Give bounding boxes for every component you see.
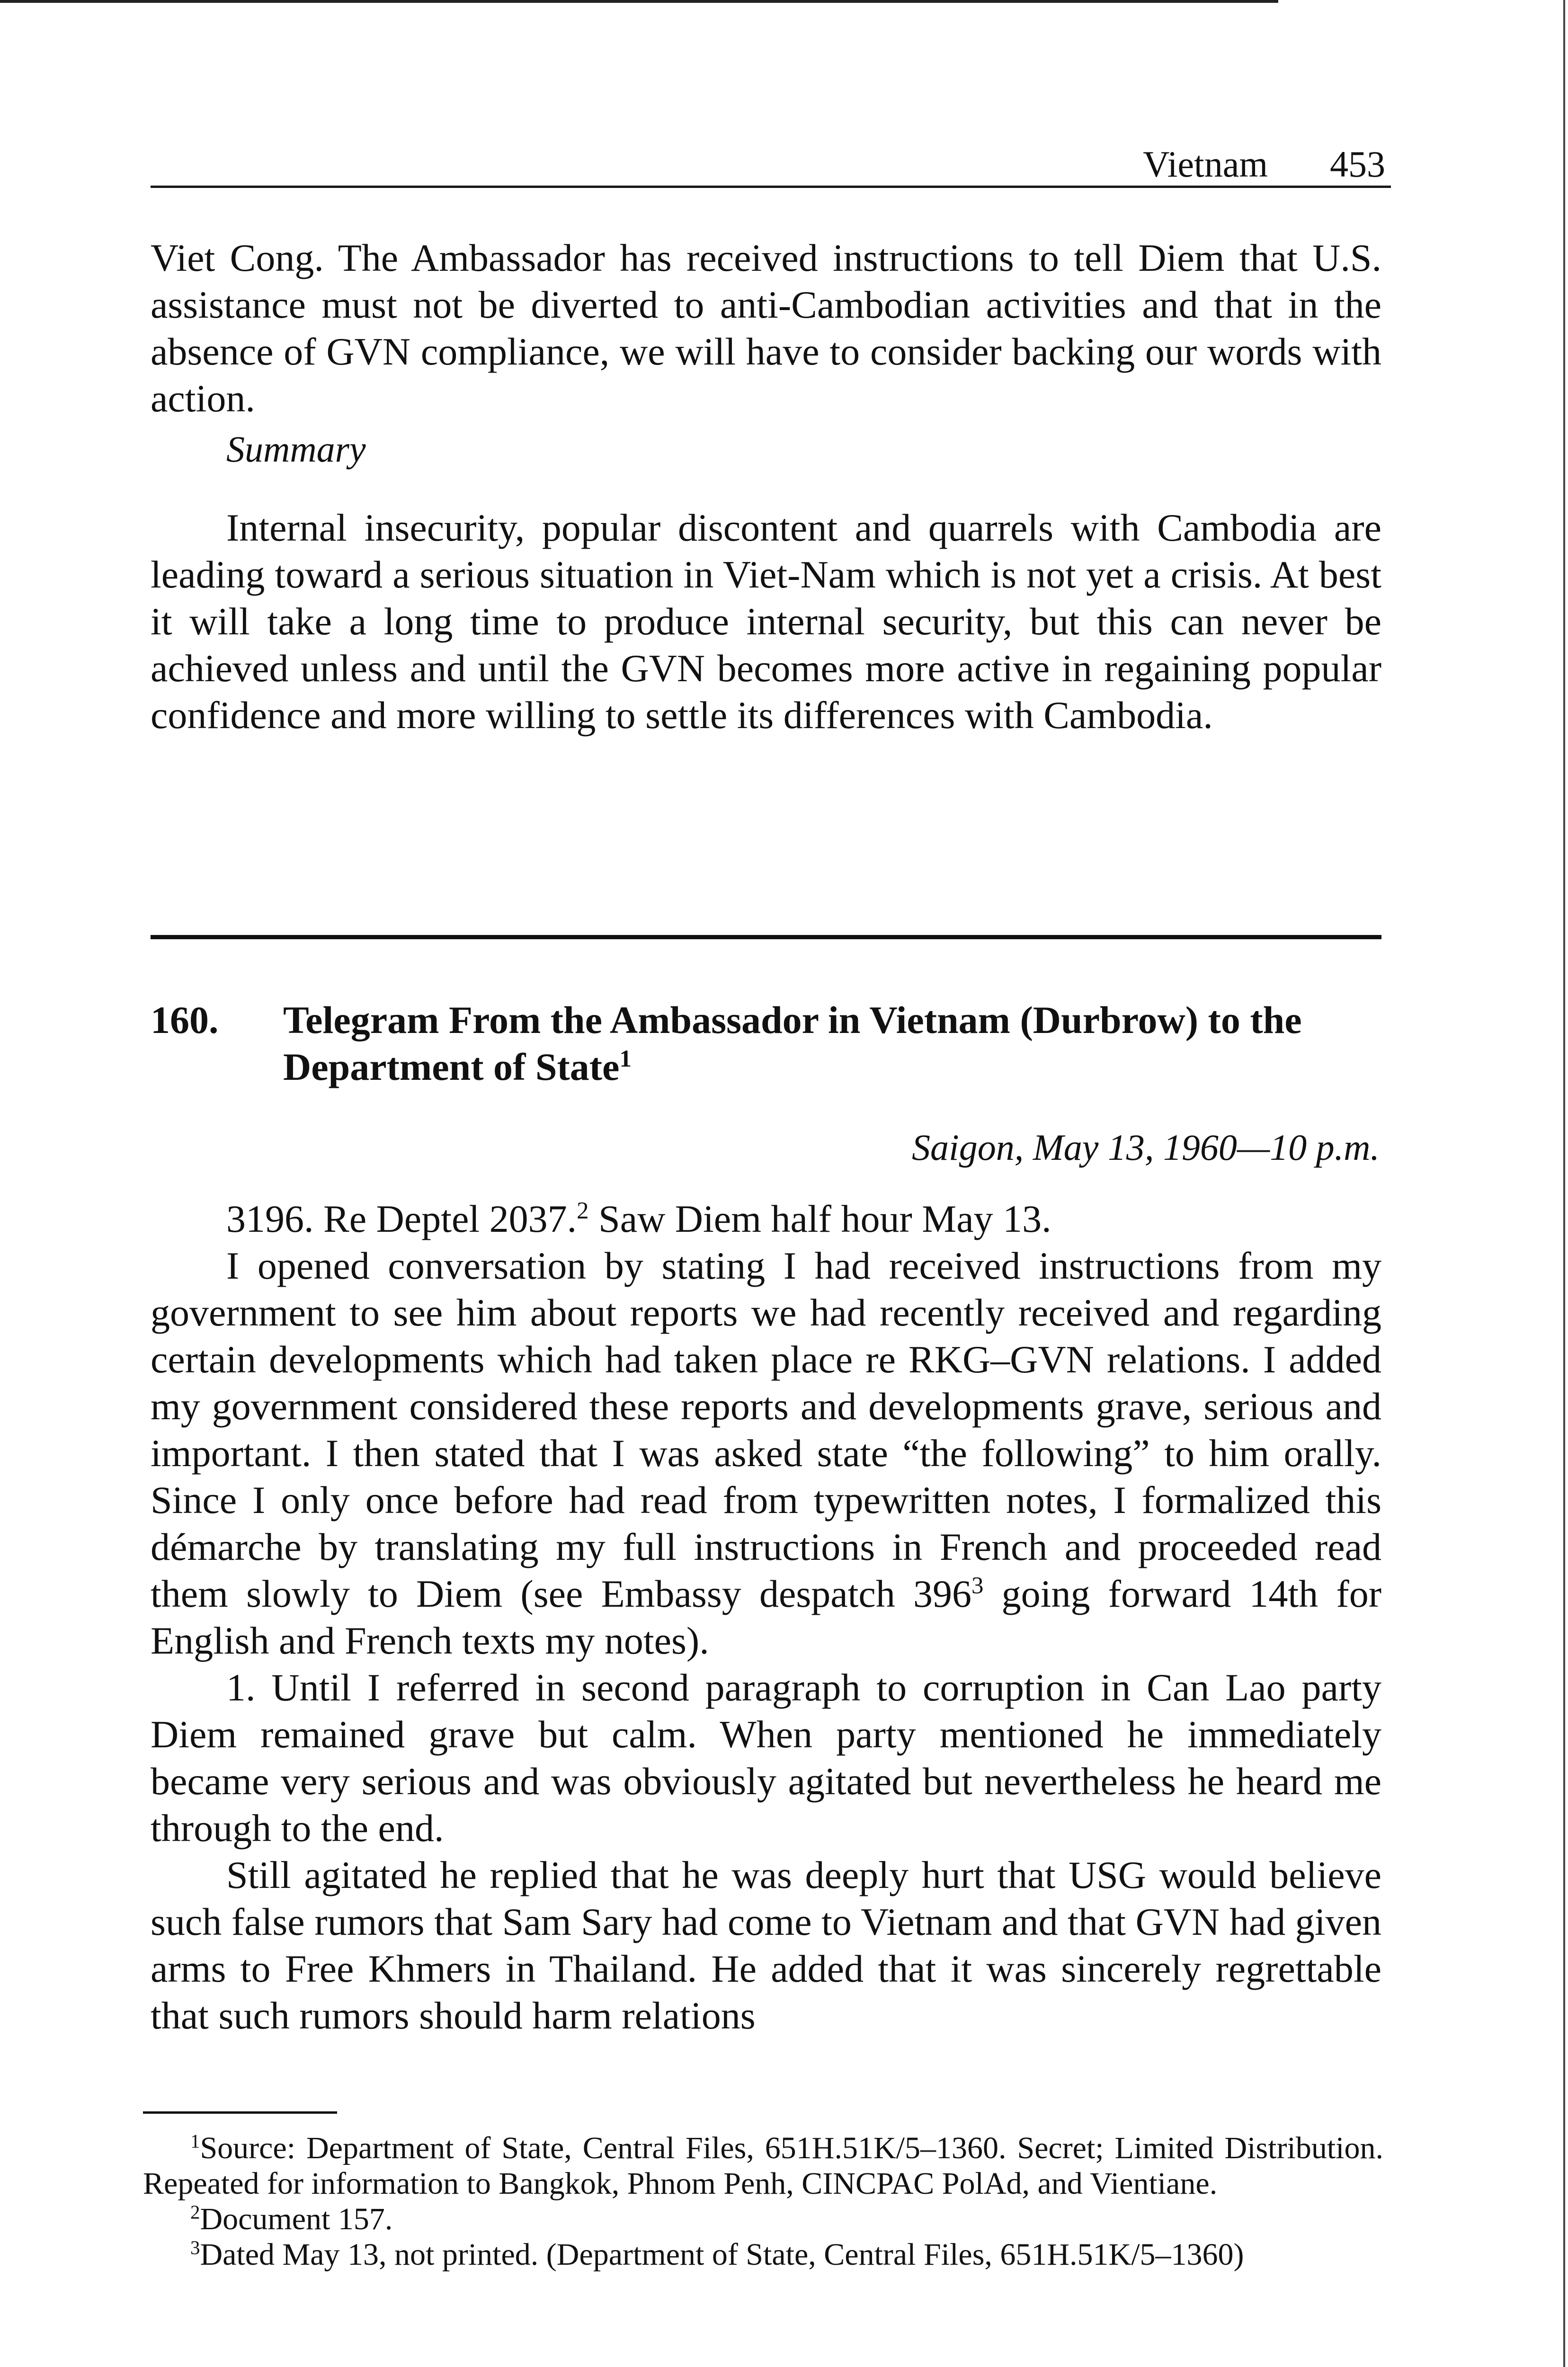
footnote-3-mark: 3	[190, 2237, 200, 2259]
telegram-paragraph-1-b: Saw Diem half hour May 13.	[588, 1197, 1051, 1240]
footnote-rule	[143, 2111, 337, 2114]
intro-paragraph: Viet Cong. The Ambassador has received instructions to tell Diem that U.S. assistance must not be diverted to anti-Cambodian activities and that in the absence of GVN compliance, we will have to consider backing our words with action.	[151, 236, 1381, 420]
summary-paragraph-block	[151, 504, 1381, 739]
telegram-paragraph-3: 1. Until I referred in second paragraph to corruption in Can Lao party Diem remained grave but calm. When party mentioned he immediately became very serious and was obviously agitated but nevertheless he heard me through to the end.	[151, 1666, 1381, 1850]
telegram-paragraph-2-b: going forward 14th for English and French texts my notes).	[151, 1572, 1382, 1662]
footnote-3-text: Dated May 13, not printed. (Department of State, Central Files, 651H.51K/5–1360)	[200, 2237, 1244, 2272]
telegram-body	[151, 1195, 1381, 2039]
footnote-1-mark: 1	[190, 2130, 200, 2152]
document-number: 160.	[151, 998, 219, 1041]
document-title	[283, 997, 1381, 1090]
footnote-3	[143, 2237, 1383, 2272]
footnote-1-text: Source: Department of State, Central Files, 651H.51K/5–1360. Secret; Limited Distribution. Repeated for information to Bangkok, Phnom Penh, CINCPAC PolAd, and Vientiane.	[143, 2131, 1383, 2201]
footnote-2	[143, 2201, 1383, 2237]
footnote-2-mark: 2	[190, 2201, 200, 2223]
telegram-paragraph-2-a: I opened conversation by stating I had received instructions from my government to see him about reports we had recently received and regarding certain developments which had taken place re RKG–GVN relations. I added my government considered these reports and developments grave, serious and important. I then stated that I was asked state “the following” to him orally. Since I only once before had read from typewritten notes, I formalized this démarche by translating my full instructions in French and proceeded read them slowly to Diem (see Embassy despatch 396	[151, 1244, 1381, 1615]
summary-paragraph: Internal insecurity, popular discontent and quarrels with Cambodia are leading toward a serious situation in Viet-Nam which is not yet a crisis. At best it will take a long time to produce internal security, but this can never be achieved unless and until the GVN becomes more active in regaining popular confidence and more willing to settle its differences with Cambodia.	[151, 506, 1381, 737]
page-number: 453	[1330, 143, 1385, 185]
footnote-1	[143, 2130, 1383, 2201]
dateline: Saigon, May 13, 1960—10 p.m.	[912, 1127, 1380, 1168]
footnote-ref-2: 2	[577, 1197, 589, 1224]
telegram-paragraph-2	[151, 1242, 1381, 1664]
summary-heading: Summary	[226, 428, 366, 470]
footnotes	[143, 2130, 1383, 2272]
telegram-paragraph-4: Still agitated he replied that he was deeply hurt that USG would believe such false rumors that Sam Sary had come to Vietnam and that GVN had given arms to Free Khmers in Thailand. He added that it was sincerely regrettable that such rumors should harm relations	[151, 1853, 1381, 2037]
page-header	[151, 133, 1391, 188]
footnote-ref-1: 1	[619, 1045, 632, 1072]
telegram-paragraph-1-a: 3196. Re Deptel 2037.	[226, 1197, 577, 1240]
document-title-text: Telegram From the Ambassador in Vietnam (Durbrow) to the Department of State	[283, 998, 1302, 1088]
section-divider	[151, 935, 1381, 939]
intro-paragraph-block	[151, 234, 1381, 422]
scan-top-border	[0, 0, 1278, 3]
scan-right-edge	[1563, 0, 1565, 2367]
footnote-ref-3: 3	[971, 1572, 984, 1599]
telegram-paragraph-1	[151, 1195, 1381, 1242]
running-head: Vietnam	[1143, 143, 1268, 185]
footnote-2-text: Document 157.	[200, 2202, 393, 2236]
